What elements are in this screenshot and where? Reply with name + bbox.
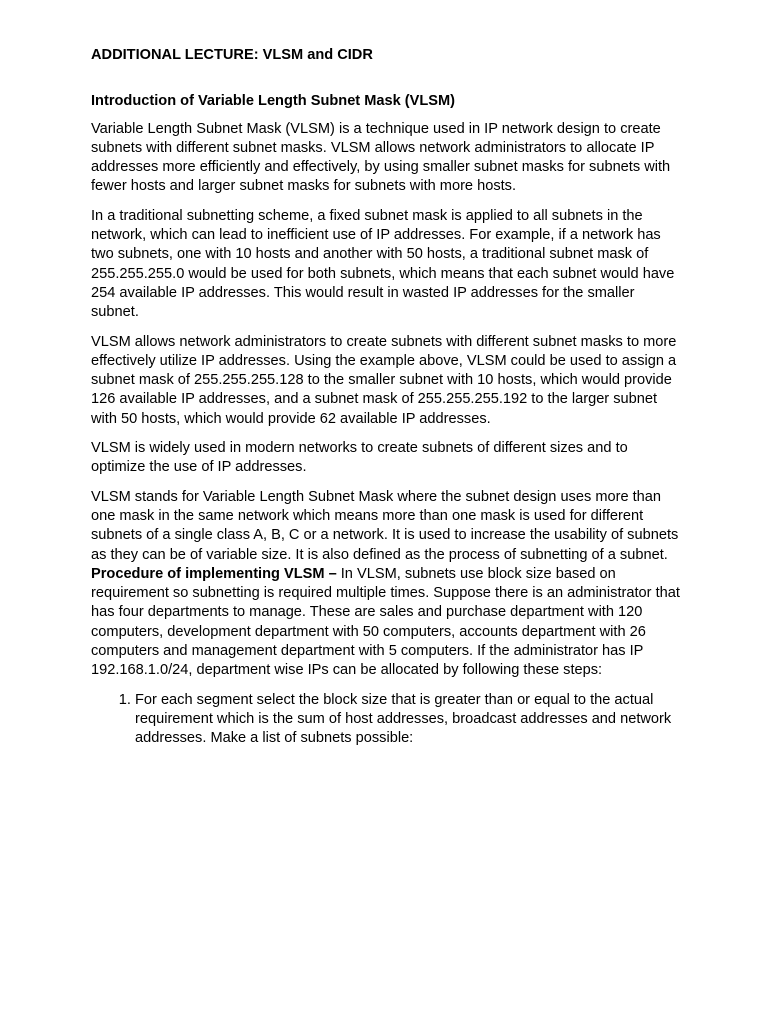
list-item: 1. For each segment select the block size that is greater than or equal to the actual requirement which is the sum of host addresses, broadcast addresses and network addresses. Make a list of subnets possible: <box>135 691 681 749</box>
procedure-text-after: In VLSM, subnets use block size based on requirement so subnetting is required multiple times. Suppose there is an administrator that has four departments to manage. These are sales and purchase department with 120 computers, development department with 50 computers, accounts department with 26 computers and management department with 5 computers. If the administrator has IP 192.168.1.0/24, department wise IPs can be allocated by following these steps: <box>91 565 680 679</box>
paragraph-vlsm-example: VLSM allows network administrators to create subnets with different subnet masks to more effectively utilize IP addresses. Using the example above, VLSM could be used to assign a subnet mask of 255.255.255.128 to the smaller subnet with 10 hosts, which would provide 126 available IP addresses, and a subnet mask of 255.255.255.192 to the larger subnet with 50 hosts, which would provide 62 available IP addresses. <box>91 333 677 427</box>
paragraph-vlsm-usage: VLSM is widely used in modern networks to create subnets of different sizes and to optimize the use of IP addresses. <box>91 440 628 476</box>
steps-list <box>91 691 681 749</box>
paragraph-vlsm-procedure <box>91 488 681 681</box>
document-page <box>91 46 681 749</box>
paragraph-traditional-subnetting: In a traditional subnetting scheme, a fixed subnet mask is applied to all subnets in the network, which can lead to inefficient use of IP addresses. For example, if a network has two subnets, one with 10 hosts and another with 50 hosts, a traditional subnet mask of 255.255.255.0 would be used for both subnets, which means that each subnet would have 254 available IP addresses. This would result in wasted IP addresses for the smaller subnet. <box>91 207 675 321</box>
procedure-heading-inline: Procedure of implementing VLSM – <box>91 565 337 582</box>
paragraph-vlsm-definition: Variable Length Subnet Mask (VLSM) is a technique used in IP network design to create subnets with different subnet masks. VLSM allows network administrators to allocate IP addresses more efficiently and effectively, by using smaller subnet masks for subnets with fewer hosts and larger subnet masks for subnets with more hosts. <box>91 120 671 195</box>
document-title: ADDITIONAL LECTURE: VLSM and CIDR <box>91 47 373 63</box>
section-heading: Introduction of Variable Length Subnet Mask (VLSM) <box>91 93 456 110</box>
procedure-text-before: VLSM stands for Variable Length Subnet Mask where the subnet design uses more than one mask in the same network which means more than one mask is used for different subnets of a single class A, B, C or a network. It is used to increase the usability of subnets as they can be of variable size. It is also defined as the process of subnetting of a subnet. <box>91 488 679 563</box>
